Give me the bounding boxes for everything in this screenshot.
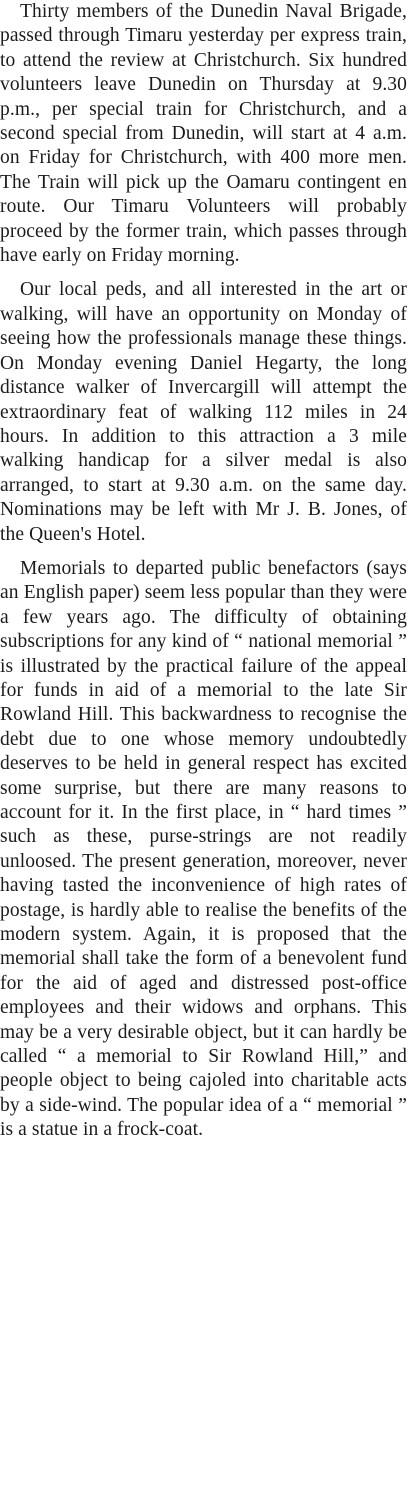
article-paragraph-memorials: Memorials to departed public benefactors (says an English paper) seem less popular than they were a few years ago. The difficulty of obtaining subscriptions for any kind of “ national memorial ” is illustrated by the practical failure of the appeal for funds in aid of a memorial to the late Sir Rowland Hill. This backwardness to recognise the debt due to one whose memory undoubtedly deserves to be held in general respect has excited some surprise, but there are many reasons to account for it. In the first place, in “ hard times ” such as these, purse-strings are not readily unloosed. The present generation, moreover, never having tasted the inconvenience of high rates of postage, is hardly able to realise the benefits of the modern system. Again, it is proposed that the memorial shall take the form of a benevolent fund for the aid of aged and distressed post-office employees and their widows and orphans. This may be a very desirable object, but it can hardly be called “ a memorial to Sir Rowland Hill,” and people object to being cajoled into charitable acts by a side-wind. The popular idea of a “ memorial ” is a statue in a frock-coat. <box>0 557 407 1141</box>
article-paragraph-walking-feat: Our local peds, and all interested in the art or walking, will have an opportunity on Monday of seeing how the professionals manage these things. On Monday evening Daniel Hegarty, the long distance walker of Invercargill will attempt the extraordinary feat of walking 112 miles in 24 hours. In addition to this attraction a 3 mile walking handicap for a silver medal is also arranged, to start at 9.30 a.m. on the same day. Nominations may be left with Mr J. B. Jones, of the Queen's Hotel. <box>0 279 407 545</box>
article-paragraph-naval-brigade: Thirty members of the Dunedin Naval Brigade, passed through Timaru yesterday per express train, to attend the review at Christchurch. Six hundred volunteers leave Dunedin on Thursday at 9.30 p.m., per special train for Christchurch, and a second special from Dunedin, will start at 4 a.m. on Friday for Christchurch, with 400 more men. The Train will pick up the Oamaru contingent en route. Our Timaru Volunteers will probably proceed by the former train, which passes through have early on Friday morning. <box>0 1 407 267</box>
